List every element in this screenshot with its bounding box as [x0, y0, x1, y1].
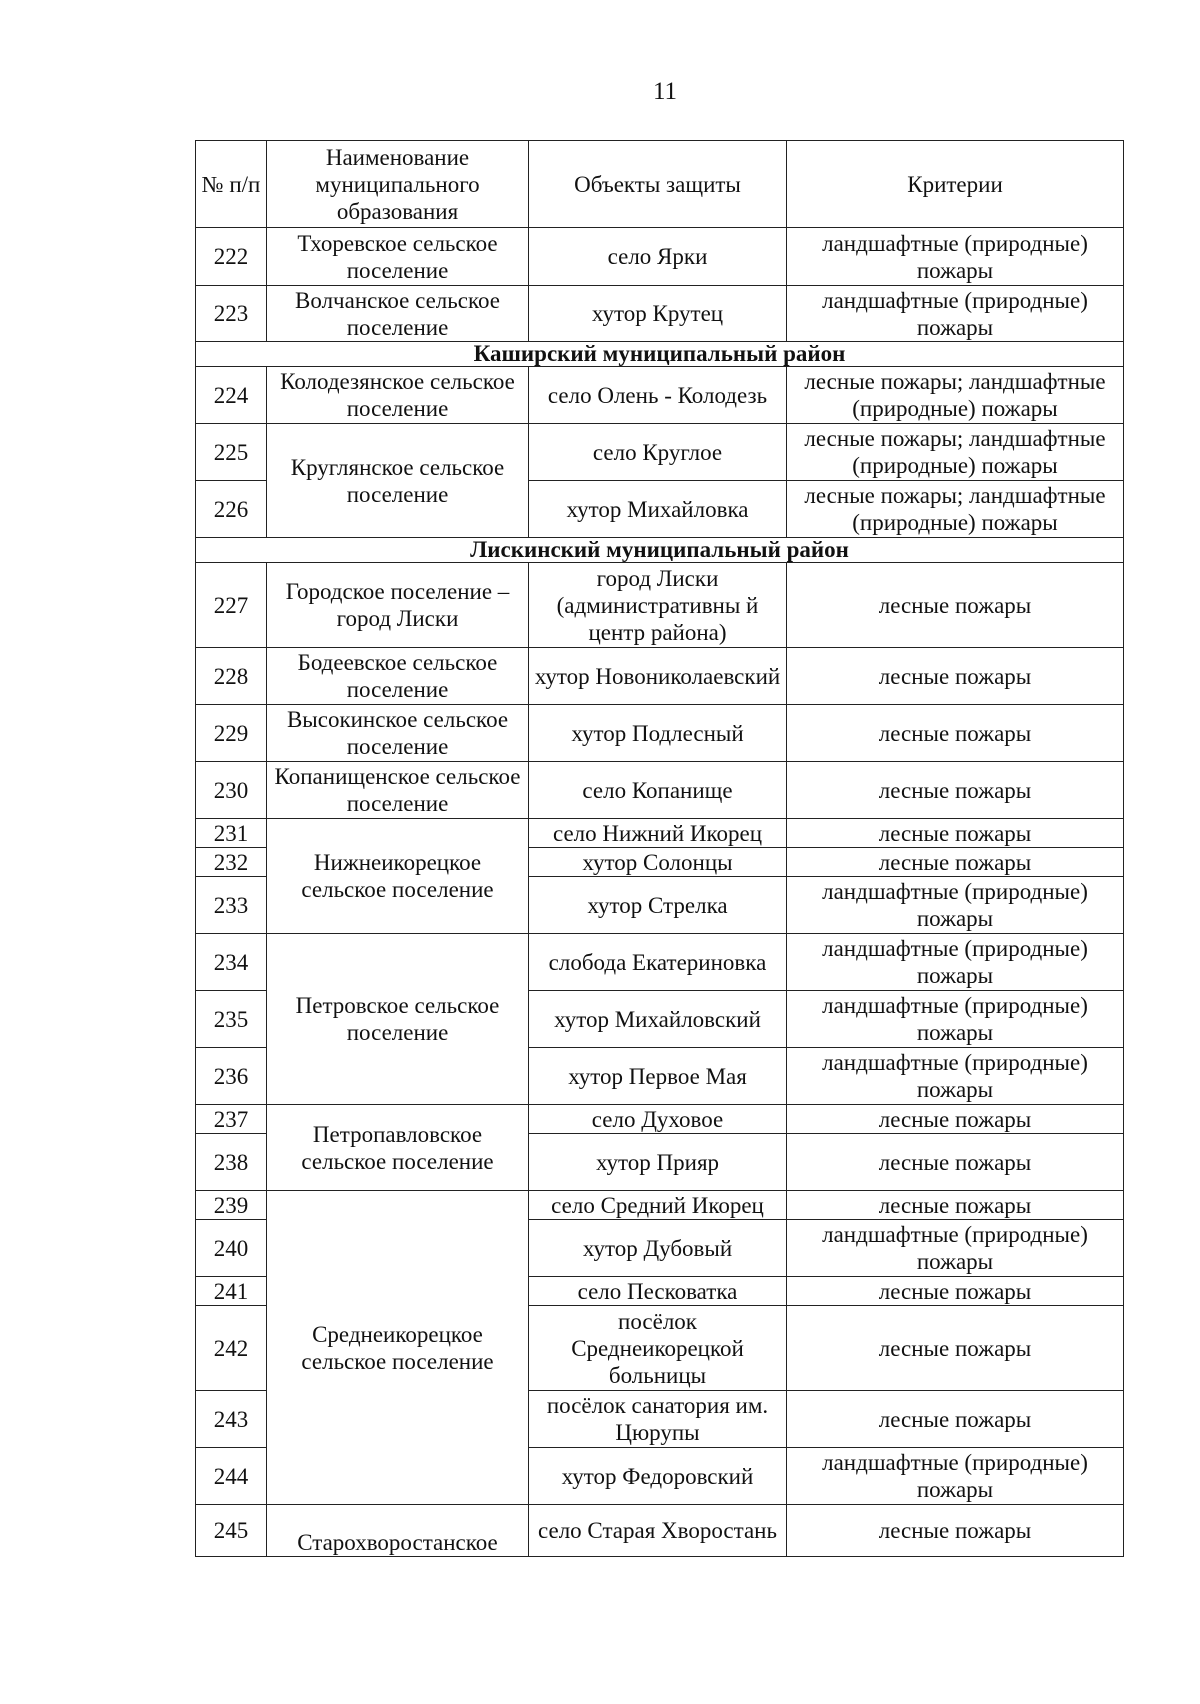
table-row — [196, 705, 1124, 762]
protection-object: хутор Дубовый — [529, 1220, 787, 1277]
protection-object: село Нижний Икорец — [529, 819, 787, 848]
section-heading: Каширский муниципальный район — [196, 342, 1124, 367]
row-number: 240 — [196, 1220, 267, 1277]
criteria: ландшафтные (природные) пожары — [787, 934, 1124, 991]
protection-object: хутор Прияр — [529, 1134, 787, 1191]
row-number: 234 — [196, 934, 267, 991]
table-row — [196, 1505, 1124, 1557]
protection-object: село Старая Хворостань — [529, 1505, 787, 1557]
table-header-row — [196, 141, 1124, 228]
protection-object: хутор Первое Мая — [529, 1048, 787, 1105]
row-number: 222 — [196, 228, 267, 286]
protection-object: село Круглое — [529, 424, 787, 481]
row-number: 229 — [196, 705, 267, 762]
row-number: 232 — [196, 848, 267, 877]
row-number: 235 — [196, 991, 267, 1048]
header-objects: Объекты защиты — [529, 141, 787, 228]
municipality-name: Среднеикорецкое сельское поселение — [267, 1191, 529, 1505]
criteria: ландшафтные (природные) пожары — [787, 286, 1124, 342]
page-number: 11 — [652, 78, 678, 105]
row-number: 245 — [196, 1505, 267, 1557]
row-number: 225 — [196, 424, 267, 481]
criteria: лесные пожары; ландшафтные (природные) пожары — [787, 481, 1124, 538]
protection-object: село Олень - Колодезь — [529, 367, 787, 424]
row-number: 239 — [196, 1191, 267, 1220]
section-row — [196, 538, 1124, 563]
municipality-name: Копанищенское сельское поселение — [267, 762, 529, 819]
protection-object: город Лиски (административны й центр района) — [529, 563, 787, 648]
protection-object: хутор Михайловский — [529, 991, 787, 1048]
protection-object: хутор Новониколаевский — [529, 648, 787, 705]
municipality-name: Тхоревское сельское поселение — [267, 228, 529, 286]
criteria: лесные пожары — [787, 1306, 1124, 1391]
table-row — [196, 228, 1124, 286]
municipality-name: Волчанское сельское поселение — [267, 286, 529, 342]
row-number: 244 — [196, 1448, 267, 1505]
row-number: 237 — [196, 1105, 267, 1134]
row-number: 241 — [196, 1277, 267, 1306]
row-number: 231 — [196, 819, 267, 848]
municipality-name: Бодеевское сельское поселение — [267, 648, 529, 705]
table-row — [196, 648, 1124, 705]
criteria: лесные пожары — [787, 648, 1124, 705]
criteria: лесные пожары — [787, 1191, 1124, 1220]
protection-object: село Песковатка — [529, 1277, 787, 1306]
protection-object: посёлок Среднеикорецкой больницы — [529, 1306, 787, 1391]
protection-object: хутор Стрелка — [529, 877, 787, 934]
table-row — [196, 762, 1124, 819]
table-row — [196, 1105, 1124, 1134]
row-number: 230 — [196, 762, 267, 819]
criteria: лесные пожары — [787, 1105, 1124, 1134]
municipality-name: Старохворостанское — [267, 1505, 529, 1557]
municipality-name: Петровское сельское поселение — [267, 934, 529, 1105]
table-row — [196, 424, 1124, 481]
row-number: 238 — [196, 1134, 267, 1191]
criteria: ландшафтные (природные) пожары — [787, 1048, 1124, 1105]
municipality-name: Городское поселение – город Лиски — [267, 563, 529, 648]
row-number: 228 — [196, 648, 267, 705]
criteria: ландшафтные (природные) пожары — [787, 1220, 1124, 1277]
protection-object: село Средний Икорец — [529, 1191, 787, 1220]
criteria: лесные пожары; ландшафтные (природные) пожары — [787, 367, 1124, 424]
criteria: лесные пожары — [787, 1134, 1124, 1191]
row-number: 243 — [196, 1391, 267, 1448]
row-number: 242 — [196, 1306, 267, 1391]
row-number: 226 — [196, 481, 267, 538]
row-number: 223 — [196, 286, 267, 342]
criteria: ландшафтные (природные) пожары — [787, 228, 1124, 286]
protection-object: хутор Федоровский — [529, 1448, 787, 1505]
row-number: 233 — [196, 877, 267, 934]
table-row — [196, 367, 1124, 424]
row-number: 227 — [196, 563, 267, 648]
section-row — [196, 342, 1124, 367]
criteria: лесные пожары; ландшафтные (природные) пожары — [787, 424, 1124, 481]
municipality-name: Круглянское сельское поселение — [267, 424, 529, 538]
protection-object: хутор Солонцы — [529, 848, 787, 877]
table-row — [196, 1191, 1124, 1220]
row-number: 236 — [196, 1048, 267, 1105]
criteria: лесные пожары — [787, 705, 1124, 762]
criteria: лесные пожары — [787, 1391, 1124, 1448]
protection-object: хутор Крутец — [529, 286, 787, 342]
criteria: лесные пожары — [787, 819, 1124, 848]
criteria: ландшафтные (природные) пожары — [787, 991, 1124, 1048]
protection-object: село Копанище — [529, 762, 787, 819]
criteria: ландшафтные (природные) пожары — [787, 877, 1124, 934]
criteria: лесные пожары — [787, 762, 1124, 819]
criteria: ландшафтные (природные) пожары — [787, 1448, 1124, 1505]
protection-object: слобода Екатериновка — [529, 934, 787, 991]
header-name: Наименование муниципального образования — [267, 141, 529, 228]
municipality-name: Колодезянское сельское поселение — [267, 367, 529, 424]
municipality-name: Петропавловское сельское поселение — [267, 1105, 529, 1191]
protection-object: село Духовое — [529, 1105, 787, 1134]
table-row — [196, 563, 1124, 648]
municipality-name: Нижнеикорецкое сельское поселение — [267, 819, 529, 934]
criteria: лесные пожары — [787, 1277, 1124, 1306]
municipality-name: Высокинское сельское поселение — [267, 705, 529, 762]
protection-object: посёлок санатория им. Цюрупы — [529, 1391, 787, 1448]
header-criteria: Критерии — [787, 141, 1124, 228]
protection-objects-table — [195, 140, 1124, 1557]
table-row — [196, 819, 1124, 848]
criteria: лесные пожары — [787, 563, 1124, 648]
criteria: лесные пожары — [787, 1505, 1124, 1557]
table-row — [196, 286, 1124, 342]
section-heading: Лискинский муниципальный район — [196, 538, 1124, 563]
protection-object: село Ярки — [529, 228, 787, 286]
table-row — [196, 934, 1124, 991]
criteria: лесные пожары — [787, 848, 1124, 877]
protection-object: хутор Михайловка — [529, 481, 787, 538]
protection-object: хутор Подлесный — [529, 705, 787, 762]
header-num: № п/п — [196, 141, 267, 228]
row-number: 224 — [196, 367, 267, 424]
